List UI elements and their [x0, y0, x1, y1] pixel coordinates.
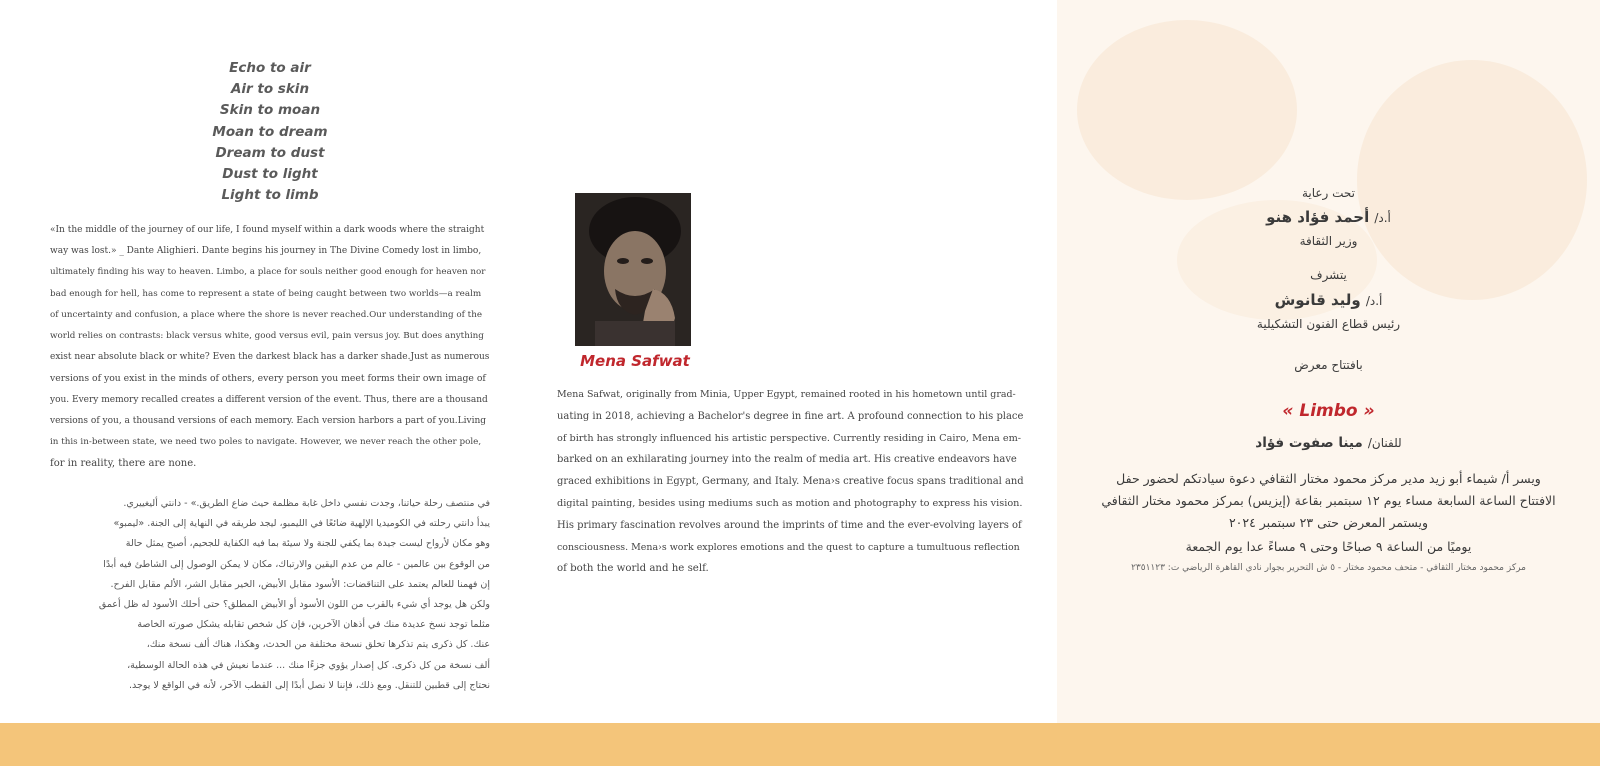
- background-texture: [1077, 20, 1297, 200]
- essay-line: versions of you, a thousand versions of each memory. Each version harbors a part of you.Living: [50, 415, 487, 426]
- bio-line: consciousness. Mena›s work explores emotions and the quest to capture a tumultuous reflection: [557, 541, 1020, 553]
- minister-line: [1057, 207, 1600, 226]
- invitation-line: ويستمر المعرض حتى ٢٣ سبتمبر ٢٠٢٤: [1228, 515, 1429, 530]
- poem-line: Skin to moan: [219, 102, 321, 119]
- essay-line: يبدأ دانتي رحلته في الكوميديا الإلهية ضائعًا في الليمبو، ليجد طريقه في النهاية إلى الجنة. «ليمبو»: [113, 518, 490, 530]
- head-title: أ.د/: [1365, 294, 1383, 308]
- background-texture: [1357, 60, 1587, 300]
- poem-line: Moan to dream: [212, 123, 328, 140]
- minister-role: وزير الثقافة: [1299, 234, 1358, 248]
- bio-line: of birth has strongly influenced his artistic perspective. Currently residing in Cairo, Mena em-: [557, 432, 1022, 444]
- poem-line: Dust to light: [222, 166, 318, 183]
- artist-name-ar: مينا صفوت فؤاد: [1255, 435, 1363, 451]
- essay-line: نحتاج إلى قطبين للتنقل. ومع ذلك، فإننا لا نصل أبدًا إلى القطب الآخر، لأنه في الواقع لا يوجد.: [128, 679, 490, 691]
- artist-bio: [557, 384, 1023, 580]
- essay-line: way was lost.» _ Dante Alighieri. Dante begins his journey in The Divine Comedy lost in limbo,: [50, 246, 482, 257]
- artist-name: Mena Safwat: [580, 352, 690, 370]
- minister-title: أ.د/: [1374, 211, 1391, 225]
- address-line: مركز محمود مختار الثقافي - متحف محمود مختار - ٥ ش التحرير بجوار نادي القاهرة الرياضي ت: ٢٣٥١١٢٣: [1131, 563, 1526, 573]
- artist-portrait-illustration: [575, 193, 691, 346]
- essay-line: for in reality, there are none.: [50, 458, 197, 470]
- bio-line: of both the world and he self.: [557, 563, 709, 575]
- essay-line: «In the middle of the journey of our life, I found myself within a dark woods where the straight: [50, 225, 485, 235]
- invitation-line: يوميًا من الساعة ٩ صباحًا وحتى ٩ مساءً عدا يوم الجمعة: [1185, 539, 1472, 554]
- minister-name: أحمد فؤاد هنو: [1266, 208, 1370, 226]
- essay-line: ألف نسخة من كل ذكرى. كل إصدار يؤوي جزءًا منك ... عندما نعيش في هذه الحالة الوسطية،: [127, 659, 490, 671]
- essay-line: of uncertainty and confusion, a place where the shore is never reached.Our understanding of the: [50, 309, 483, 320]
- head-role: رئيس قطاع الفنون التشكيلية: [1256, 317, 1401, 331]
- artist-photo: [575, 193, 691, 346]
- bio-line: digital painting, besides using mediums such as motion and photography to express his vision.: [557, 497, 1023, 509]
- essay-line: في منتصف رحلة حياتنا، وجدت نفسي داخل غابة مظلمة حيث ضاع الطريق.» - دانتي أليغييري.: [123, 498, 490, 509]
- essay-line: إن فهمنا للعالم يعتمد على التناقضات: الأسود مقابل الأبيض، الخير مقابل الشر، الألم مقابل الفرح.: [110, 578, 490, 590]
- head-line: [1057, 290, 1600, 309]
- essay-line: exist near absolute black or white? Even the darkest black has a darker shade.Just as numerous: [50, 352, 490, 363]
- bottom-band: [0, 723, 1600, 766]
- head-name: وليد قانوش: [1274, 291, 1361, 309]
- essay-line: world relies on contrasts: black versus white, good versus evil, pain versus joy. But does anything: [50, 331, 484, 342]
- honor-label: يتشرف: [1310, 268, 1347, 282]
- artist-label: للفنان/: [1367, 436, 1402, 450]
- patronage-label: تحت رعاية: [1301, 186, 1356, 200]
- poem-line: Air to skin: [230, 81, 310, 98]
- essay-line: وهو مكان لأرواح ليست جيدة بما يكفي للجنة ولا سيئة بما فيه الكفاية للجحيم، أصبح يمثل حالة: [125, 538, 490, 550]
- bio-line: Mena Safwat, originally from Minia, Upper Egypt, remained rooted in his hometown until grad-: [557, 389, 1016, 400]
- bio-line: uating in 2018, achieving a Bachelor's degree in fine art. A profound connection to his place: [557, 410, 1024, 422]
- bio-line: His primary fascination revolves around the imprints of time and the ever-evolving layers of: [557, 519, 1022, 531]
- poem-line: Light to limb: [221, 187, 319, 204]
- essay-line: من الوقوع بين عالمين - عالم من عدم اليقين والارتباك، مكان لا يمكن الوصول إلى الشاطئ فيه أبدًا: [103, 558, 490, 570]
- poem-line: Dream to dust: [215, 144, 325, 161]
- artist-line: [1057, 432, 1600, 451]
- essay-line: in this in-between state, we need two poles to navigate. However, we never reach the other pole,: [50, 437, 482, 448]
- essay-arabic: [50, 494, 490, 696]
- essay-english: [50, 220, 490, 474]
- invitation-line: الافتتاح الساعة السابعة مساء يوم ١٢ سبتمبر بقاعة (إيزيس) بمركز محمود مختار الثقافي: [1101, 493, 1556, 508]
- poem: [170, 58, 370, 206]
- invitation-line: ويسر أ/ شيماء أبو زيد مدير مركز محمود مختار الثقافي دعوة سيادتكم لحضور حفل: [1116, 471, 1541, 486]
- exhibition-title: « Limbo »: [1282, 401, 1375, 421]
- essay-line: عنك. كل ذكرى يتم تذكرها تخلق نسخة مختلفة من الحدث، وهكذا، هناك ألف نسخة منك،: [146, 639, 490, 651]
- poem-line: Echo to air: [229, 60, 311, 76]
- essay-line: ولكن هل يوجد أي شيء بالقرب من اللون الأسود أو الأبيض المطلق؟ حتى أحلك الأسود له ظل أعمق: [98, 599, 490, 611]
- essay-line: مثلما توجد نسخ عديدة منك في أذهان الآخرين، فإن كل شخص تقابله يشكل صورته الخاصة: [137, 619, 490, 631]
- essay-line: versions of you exist in the minds of others, every person you meet forms their own image of: [50, 373, 486, 385]
- essay-line: ultimately finding his way to heaven. Limbo, a place for souls neither good enough for heaven nor: [50, 267, 486, 278]
- essay-line: bad enough for hell, has come to represent a state of being caught between two worlds—a realm: [50, 288, 482, 299]
- opening-label: بافتتاح معرض: [1294, 358, 1363, 372]
- essay-line: you. Every memory recalled creates a different version of the event. Thus, there are a thousand: [50, 394, 488, 405]
- bio-line: graced exhibitions in Egypt, Germany, and Italy. Mena›s creative focus spans traditional and: [557, 476, 1024, 488]
- bio-line: barked on an exhilarating journey into the realm of media art. His creative endeavors have: [557, 454, 1017, 466]
